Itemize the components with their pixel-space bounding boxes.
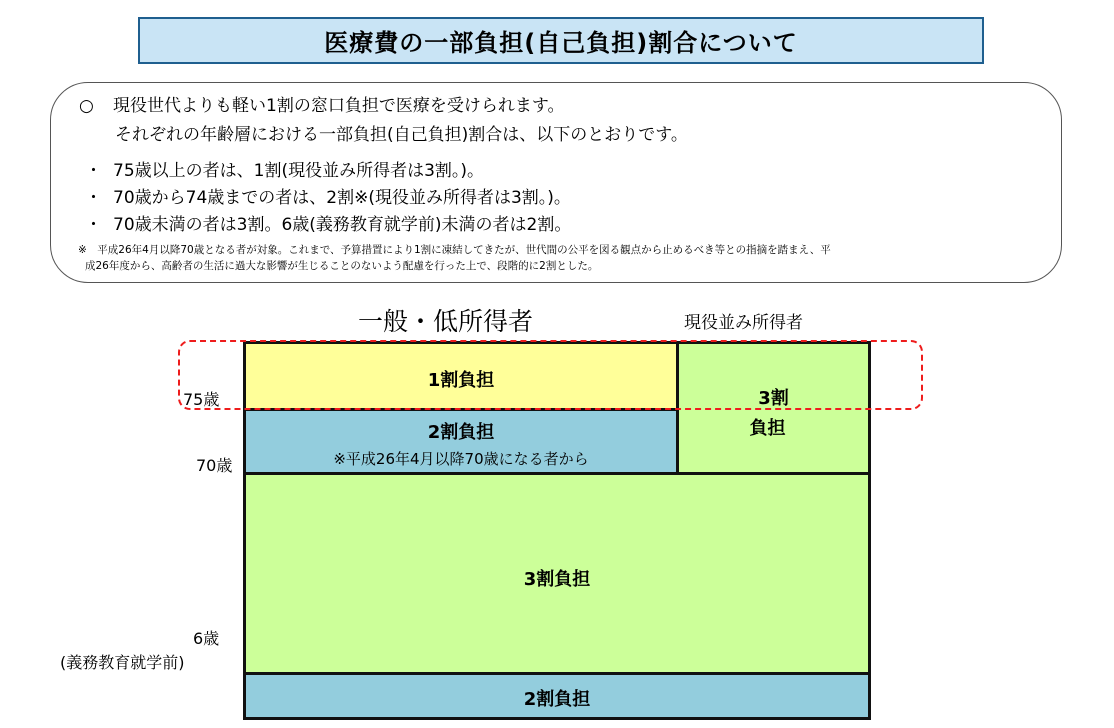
- cell-label: 2割負担: [523, 689, 591, 710]
- bullet-item: [85, 210, 571, 235]
- cell-label: 1割負担: [427, 370, 495, 391]
- circle-icon: ○: [79, 96, 94, 116]
- age-label-70: 70歳: [196, 456, 233, 475]
- footnote-line-1: ※ 平成26年4月以降70歳となる者が対象。これまで、予算措置により1割に凍結してきたが、世代間の公平を図る観点から止めるべき等との指摘を踏まえ、平: [78, 244, 831, 256]
- bullet-dot: ・: [85, 161, 102, 181]
- age-label-6-note: (義務教育就学前): [60, 653, 185, 672]
- intro-line-2: それぞれの年齢層における一部負担(自己負担)割合は、以下のとおりです。: [115, 125, 688, 145]
- column-label-active: 現役並み所得者: [684, 313, 803, 333]
- cell-age70-general: [243, 408, 679, 475]
- footnote-line-2: 成26年度から、高齢者の生活に過大な影響が生じることのないよう配慮を行った上で、段階的に2割とした。: [85, 260, 599, 272]
- title-banner: [138, 17, 984, 64]
- column-label-general: 一般・低所得者: [358, 307, 534, 336]
- cell-under6: [243, 672, 871, 720]
- bullet-text: 70歳から74歳までの者は、2割※(現役並み所得者は3割。)。: [113, 188, 571, 208]
- cell-label: 負担: [749, 418, 786, 439]
- bullet-dot: ・: [85, 215, 102, 235]
- intro-text-1: 現役世代よりも軽い1割の窓口負担で医療を受けられます。: [113, 96, 565, 116]
- bullet-text: 75歳以上の者は、1割(現役並み所得者は3割。)。: [113, 161, 485, 181]
- cell-note: ※平成26年4月以降70歳になる者から: [333, 450, 589, 468]
- cell-label: 3割負担: [523, 569, 591, 590]
- intro-line-1: [79, 91, 564, 116]
- cell-label: 3割: [758, 388, 789, 409]
- bullet-item: [85, 183, 571, 208]
- bullet-dot: ・: [85, 188, 102, 208]
- age-label-75: 75歳: [183, 390, 220, 409]
- highlight-age75-row: [178, 340, 923, 410]
- cell-under70: [243, 472, 871, 675]
- bullet-item: [85, 156, 484, 181]
- cell-label: 2割負担: [427, 422, 495, 443]
- page-title: 医療費の一部負担(自己負担)割合について: [324, 29, 798, 57]
- bullet-text: 70歳未満の者は3割。6歳(義務教育就学前)未満の者は2割。: [113, 215, 572, 235]
- age-label-6: 6歳: [193, 629, 220, 648]
